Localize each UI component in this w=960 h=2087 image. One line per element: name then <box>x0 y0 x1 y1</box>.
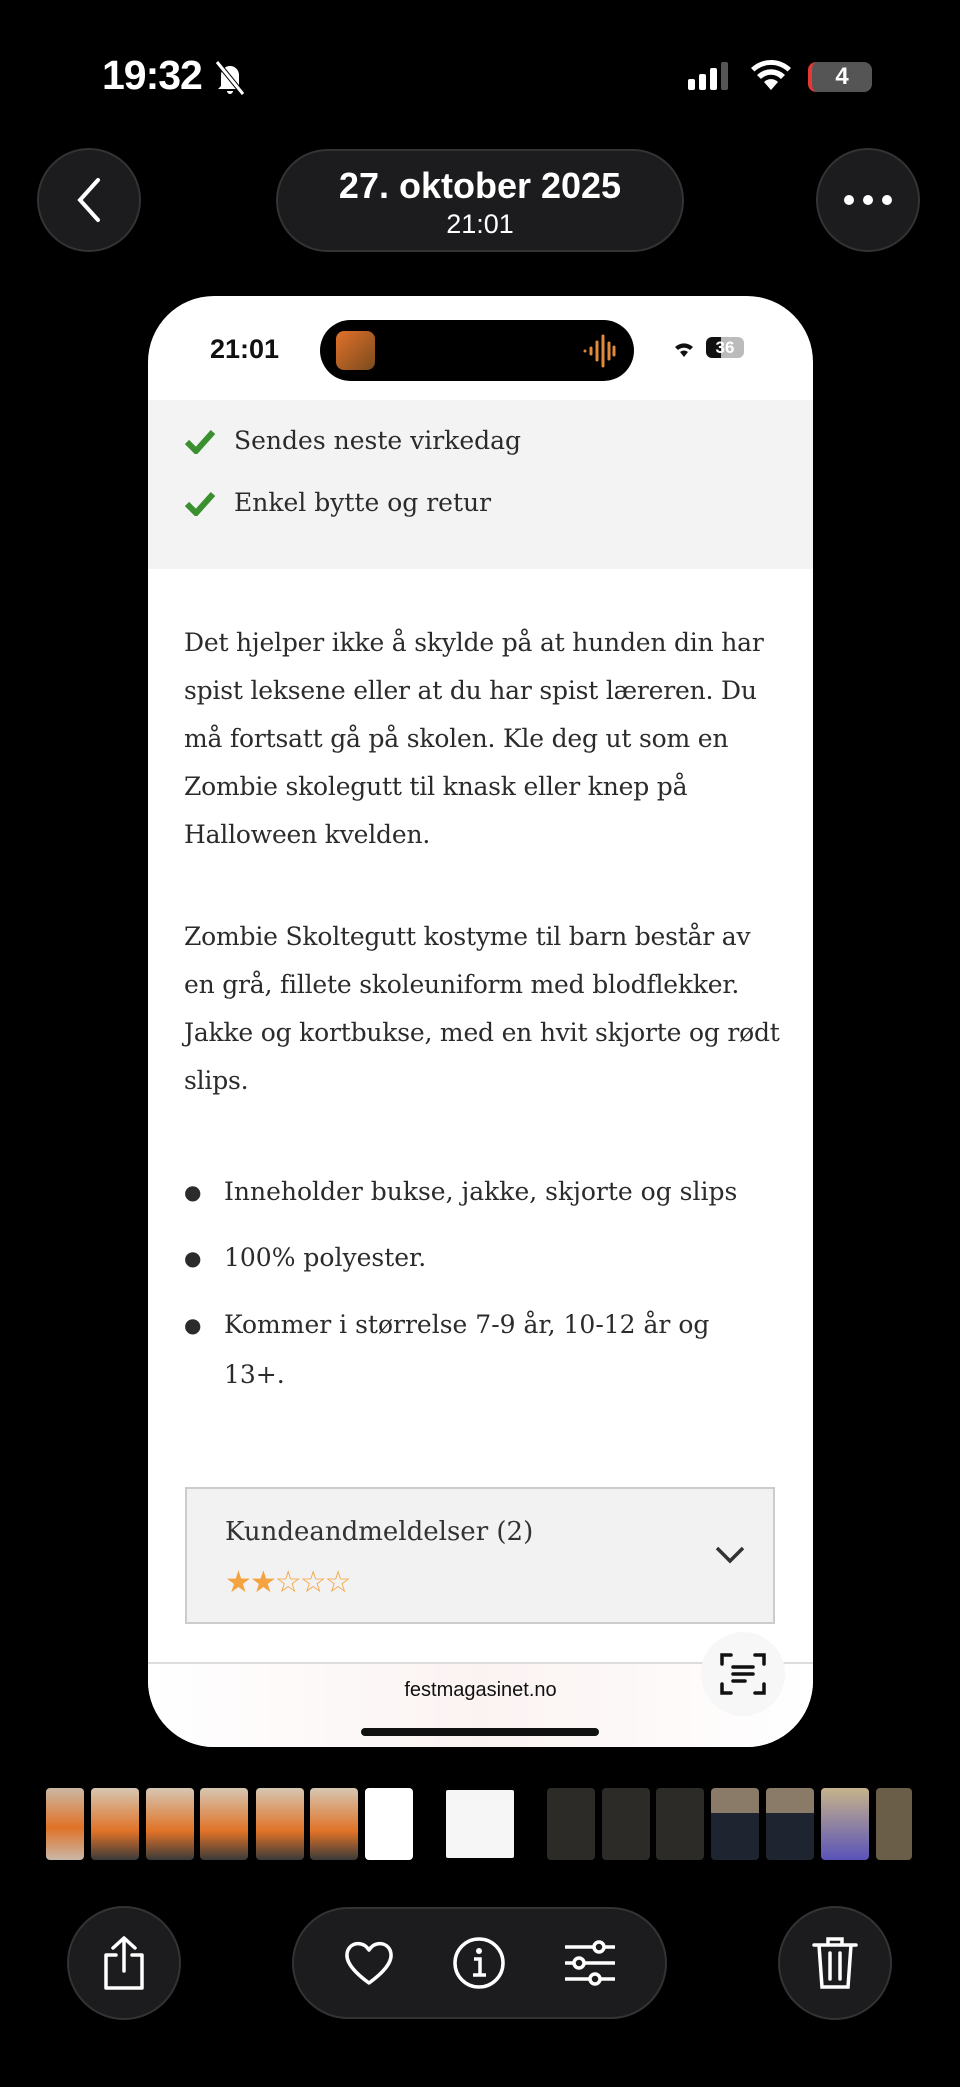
thumbnail[interactable] <box>200 1788 248 1860</box>
chevron-left-icon <box>74 177 104 223</box>
bullet-item: ● 100% polyester. <box>184 1243 427 1272</box>
wifi-icon <box>750 60 792 92</box>
share-icon <box>100 1935 148 1991</box>
thumbnail[interactable] <box>766 1788 814 1860</box>
time-subtitle: 21:01 <box>446 209 514 239</box>
audio-waveform-icon <box>582 334 616 368</box>
check-item: Enkel bytte og retur <box>184 488 491 517</box>
photo-toolbar <box>292 1907 667 2019</box>
date-header <box>276 149 684 252</box>
thumbnail[interactable] <box>91 1788 139 1860</box>
chevron-down-icon <box>714 1545 746 1565</box>
heart-icon[interactable] <box>342 1939 396 1987</box>
thumbnail[interactable] <box>146 1788 194 1860</box>
thumbnail[interactable] <box>711 1788 759 1860</box>
date-title: 27. oktober 2025 <box>338 165 622 206</box>
inner-battery: 36 <box>706 337 744 358</box>
adjust-icon[interactable] <box>563 1939 617 1987</box>
thumbnail-current[interactable] <box>444 1788 516 1860</box>
star-rating: ★★☆☆☆ <box>225 1566 350 1599</box>
thumbnail[interactable] <box>821 1788 869 1860</box>
bullet-item: ● Inneholder bukse, jakke, skjorte og slips <box>184 1177 738 1206</box>
thumbnail[interactable] <box>876 1788 912 1860</box>
battery-indicator: 4 <box>808 62 872 92</box>
text-scan-icon <box>719 1650 767 1698</box>
signal-icon <box>688 62 728 90</box>
bullet-item: ● Kommer i størrelse 7-9 år, 10-12 år og 13+. <box>184 1310 710 1389</box>
thumbnail[interactable] <box>547 1788 595 1860</box>
reviews-title: Kundeandmeldelser (2) <box>225 1517 534 1547</box>
share-button[interactable] <box>67 1906 181 2020</box>
bell-muted-icon <box>213 58 247 96</box>
screenshot-preview[interactable] <box>148 296 813 1747</box>
inner-wifi-icon <box>672 338 696 358</box>
thumbnail[interactable] <box>46 1788 84 1860</box>
check-item: Sendes neste virkedag <box>184 426 521 455</box>
home-indicator <box>361 1728 599 1736</box>
reviews-accordion[interactable] <box>185 1487 775 1624</box>
dynamic-island <box>320 320 634 381</box>
thumbnail[interactable] <box>365 1788 413 1860</box>
back-button[interactable] <box>37 148 141 252</box>
info-icon[interactable] <box>452 1936 506 1990</box>
thumbnail[interactable] <box>256 1788 304 1860</box>
inner-status-time: 21:01 <box>210 334 280 364</box>
description-paragraph: Zombie Skoltegutt kostyme til barn består av en grå, fillete skoleuniform med blodflekker. Jakke og kortbukse, med en hvit skjorte og rødt slips. <box>184 922 780 1095</box>
status-time: 19:32 <box>102 52 202 98</box>
trash-icon <box>811 1935 859 1991</box>
url-label: festmagasinet.no <box>404 1679 557 1701</box>
description-paragraph: Det hjelper ikke å skylde på at hunden din har spist leksene eller at du har spist læreren. Du må fortsatt gå på skolen. Kle deg ut som en Zombie skolegutt til knask eller knep på Halloween kvelden. <box>184 628 764 849</box>
live-text-button[interactable] <box>701 1632 785 1716</box>
ellipsis-icon <box>843 194 893 206</box>
app-artwork-icon <box>336 331 375 370</box>
thumbnail[interactable] <box>310 1788 358 1860</box>
thumbnail[interactable] <box>602 1788 650 1860</box>
checkmark-icon <box>184 428 216 454</box>
checkmark-icon <box>184 490 216 516</box>
shipping-info <box>148 400 813 569</box>
thumbnail[interactable] <box>656 1788 704 1860</box>
delete-button[interactable] <box>778 1906 892 2020</box>
more-button[interactable] <box>816 148 920 252</box>
